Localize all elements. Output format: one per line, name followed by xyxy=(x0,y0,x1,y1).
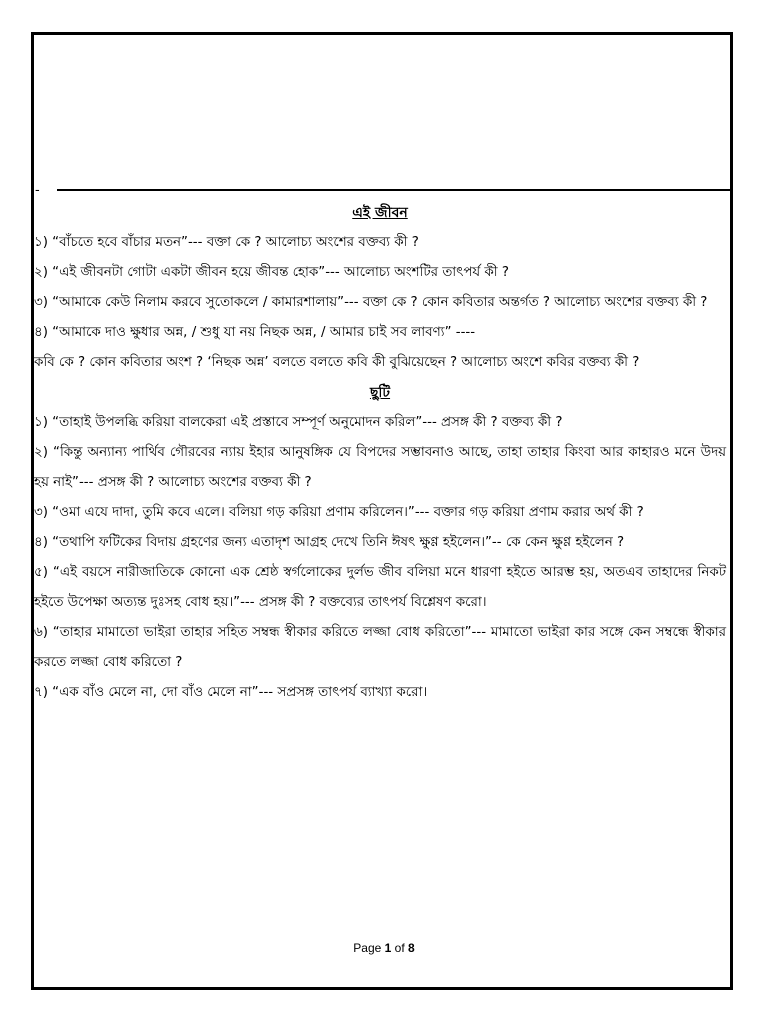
header-dash-mark: - xyxy=(35,183,40,198)
footer-prefix: Page xyxy=(353,941,385,955)
header-rule xyxy=(57,189,731,191)
question-item: ১) “বাঁচতে হবে বাঁচার মতন”--- বক্তা কে ? আলোচ্য অংশের বক্তব্য কী ? xyxy=(34,235,419,250)
footer-total-pages: 8 xyxy=(408,941,415,955)
question-item: ৬) “তাহার মামাতো ভাইরা তাহার সহিত সম্বন্ধ স্বীকার করিতে লজ্জা বোধ করিতো”--- মামাতো ভাইরা কার সঙ্গে কেন সম্বন্ধে স্বীকার করতে লজ্জা বোধ করিতো ? xyxy=(34,625,726,670)
section-title-ei-jibon: এই জীবন xyxy=(352,205,408,221)
footer-of: of xyxy=(391,941,409,955)
document-body xyxy=(34,198,726,708)
question-item: ৭) “এক বাঁও মেলে না, দো বাঁও মেলে না”--- সপ্রসঙ্গ তাৎপর্য ব্যাখ্যা করো। xyxy=(34,685,428,700)
question-item: ৩) “ওমা এযে দাদা, তুমি কবে এলে। বলিয়া গড় করিয়া প্রণাম করিলেন।”--- বক্তার গড় করিয়া প্রণাম করার অর্থ কী ? xyxy=(34,505,644,520)
question-item: ২) “কিন্তু অন্যান্য পার্থিব গৌরবের ন্যায় ইহার আনুষঙ্গিক যে বিপদের সম্ভাবনাও আছে, তাহা তাহার কিংবা আর কাহারও মনে উদয় হয় নাই”--- প্রসঙ্গ কী ? আলোচ্য অংশের বক্তব্য কী ? xyxy=(34,445,726,490)
question-item: ৪) “তথাপি ফটিকের বিদায় গ্রহণের জন্য এতাদৃশ আগ্রহ দেখে তিনি ঈষৎ ক্ষুণ্ণ হইলেন।”-- কে কেন ক্ষুণ্ণ হইলেন ? xyxy=(34,535,625,550)
question-item: ৩) “আমাকে কেউ নিলাম করবে সুতোকলে / কামারশালায়”--- বক্তা কে ? কোন কবিতার অন্তর্গত ? আলোচ্য অংশের বক্তব্য কী ? xyxy=(34,295,708,310)
section-title-chhuti: ছুটি xyxy=(369,385,391,401)
footer-current-page: 1 xyxy=(384,941,392,955)
question-item: ৫) “এই বয়সে নারীজাতিকে কোনো এক শ্রেষ্ঠ স্বর্গলোকের দুর্লভ জীব বলিয়া মনে ধারণা হইতে আরম্ভ হয়, অতএব তাহাদের নিকট হইতে উপেক্ষা অত্যন্ত দুঃসহ বোধ হয়।”--- প্রসঙ্গ কী ? বক্তব্যের তাৎপর্য বিশ্লেষণ করো। xyxy=(34,565,726,610)
question-item: ৪) “আমাকে দাও ক্ষুধার অন্ন, / শুধু যা নয় নিছক অন্ন, / আমার চাই সব লাবণ্য” ---- xyxy=(34,325,476,340)
left-margin-tick xyxy=(31,82,34,164)
question-item: ২) “এই জীবনটা গোটা একটা জীবন হয়ে জীবন্ত হোক”--- আলোচ্য অংশটির তাৎপর্য কী ? xyxy=(34,265,509,280)
question-item: ১) “তাহাই উপলব্ধি করিয়া বালকেরা এই প্রস্তাবে সম্পূর্ণ অনুমোদন করিল”--- প্রসঙ্গ কী ? বক্তব্য কী ? xyxy=(34,415,563,430)
question-item: কবি কে ? কোন কবিতার অংশ ? ‘নিছক অন্ন’ বলতে বলতে কবি কী বুঝিয়েছেন ? আলোচ্য অংশে কবির বক্তব্য কী ? xyxy=(34,355,640,370)
page-footer xyxy=(0,941,768,955)
